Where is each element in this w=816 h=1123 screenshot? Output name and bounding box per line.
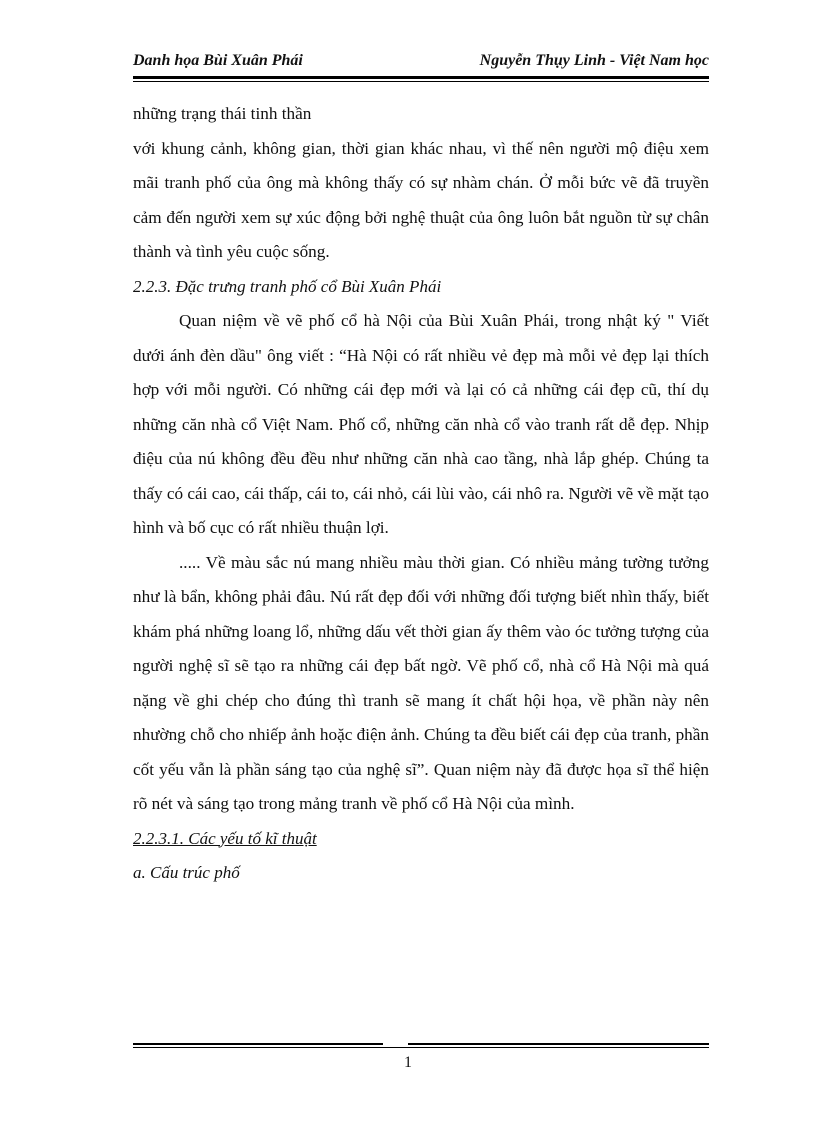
body-text	[133, 97, 709, 891]
footer-rule-thin	[133, 1047, 709, 1048]
header-rule-thin	[133, 81, 709, 82]
paragraph-2: Quan niệm về vẽ phố cổ hà Nội của Bùi Xuân Phái, trong nhật ký " Viết dưới ánh đèn dầu" ông viết : “Hà Nội có rất nhiều vẻ đẹp mà mỗi vẻ đẹp lại thích hợp với mỗi người. Có những cái đẹp mới và lại có cả những cái đẹp cũ, thí dụ những căn nhà cổ Việt Nam. Phố cổ, những căn nhà cổ vào tranh rất dễ đẹp. Nhịp điệu của nú không đều đều như những căn nhà cao tầng, nhà lắp ghép. Chúng ta thấy có cái cao, cái thấp, cái to, cái nhỏ, cái lùi vào, cái nhô ra. Người vẽ về mặt tạo hình và bố cục có rất nhiều thuận lợi.	[133, 311, 709, 537]
footer-rule-right	[408, 1043, 709, 1045]
header-title-left: Danh họa Bùi Xuân Phái	[133, 52, 303, 69]
section-heading-2-2-3-1: 2.2.3.1. Các yếu tố kĩ thuật	[133, 828, 317, 848]
paragraph-1: với khung cảnh, không gian, thời gian khác nhau, vì thế nên người mộ điệu xem mãi tranh phố của ông mà không thấy có sự nhàm chán. Ở mỗi bức vẽ đã truyền cảm đến người xem sự xúc động bởi nghệ thuật của ông luôn bắt nguồn từ sự chân thành và tình yêu cuộc sống.	[133, 138, 709, 261]
header-title-right: Nguyễn Thụy Linh - Việt Nam học	[479, 52, 709, 69]
page-header	[133, 50, 709, 74]
paragraph-fragment: những trạng thái tinh thần	[133, 104, 312, 123]
subsection-heading-a: a. Cấu trúc phố	[133, 863, 240, 882]
header-rule-thick	[133, 76, 709, 79]
paragraph-3: ..... Về màu sắc nú mang nhiều màu thời gian. Có nhiều mảng tường tưởng như là bẩn, không phải đâu. Nú rất đẹp đối với những đối tượng biết nhìn thấy, biết khám phá những loang lổ, những dấu vết thời gian ấy thêm vào óc tưởng tượng của người nghệ sĩ sẽ tạo ra những cái đẹp bất ngờ. Vẽ phố cổ, nhà cổ Hà Nội mà quá nặng về ghi chép cho đúng thì tranh sẽ mang ít chất hội họa, về phần này nên nhường chỗ cho nhiếp ảnh hoặc điện ảnh. Chúng ta đều biết cái đẹp của tranh, phần cốt yếu vẫn là phần sáng tạo của nghệ sĩ”. Quan niệm này đã được họa sĩ thể hiện rõ nét và sáng tạo trong mảng tranh về phố cổ Hà Nội của mình.	[133, 552, 709, 813]
section-heading-2-2-3: 2.2.3. Đặc trưng tranh phố cổ Bùi Xuân Phái	[133, 276, 442, 296]
footer-rule-left	[133, 1043, 383, 1045]
page-number: 1	[404, 1054, 412, 1071]
